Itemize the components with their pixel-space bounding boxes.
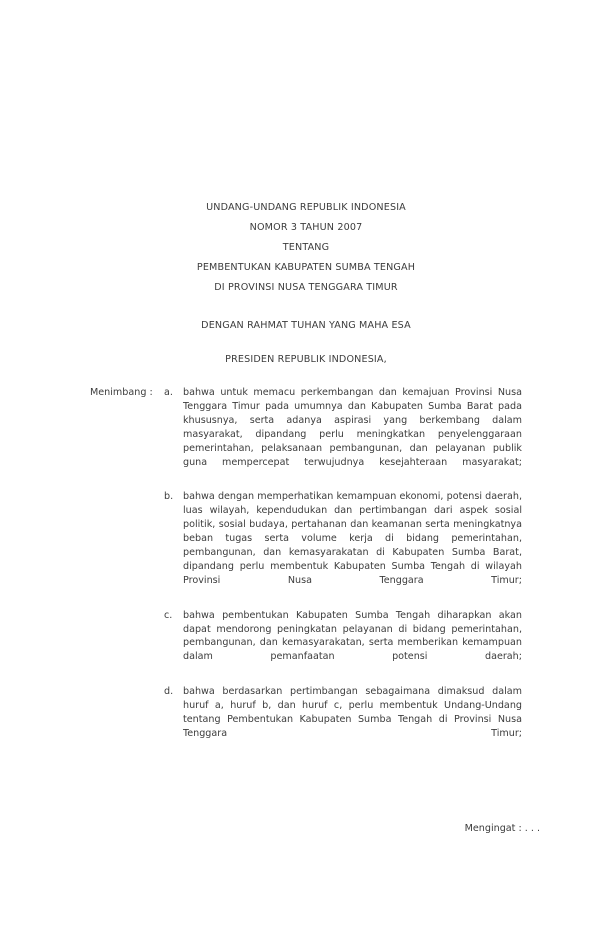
title-line-about: TENTANG [282,242,330,253]
considering-clause [164,685,522,755]
title-line-number-year: NOMOR 3 TAHUN 2007 [249,222,363,233]
title-line-province: DI PROVINSI NUSA TENGGARA TIMUR [214,282,398,293]
considering-clause-list [164,386,522,755]
document-title-block [0,198,612,298]
clause-text: bahwa pembentukan Kabupaten Sumba Tengah diharapkan akan dapat mendorong peningkatan pelayanan di bidang pemerintahan, pembangunan, dan kemasyarakatan, serta memberikan kemampuan dalam pemanfaatan potensi daerah; [183,609,522,663]
clause-text: bahwa dengan memperhatikan kemampuan ekonomi, potensi daerah, luas wilayah, kependudukan dan pertimbangan dari aspek sosial politik, sosial budaya, pertahanan dan keamanan serta meningkatnya beban tugas serta volume kerja di bidang pemerintahan, pembangunan, dan kemasyarakatan di Kabupaten Sumba Barat, dipandang perlu membentuk Kabupaten Sumba Tengah di wilayah Provinsi Nusa Tenggara Timur; [183,491,522,586]
clause-text: bahwa untuk memacu perkembangan dan kemajuan Provinsi Nusa Tenggara Timur pada umumnya dan Kabupaten Sumba Barat pada khususnya, serta adanya aspirasi yang berkembang dalam masyarakat, dipandang perlu meningkatkan penyelenggaraan pemerintahan, pelaksanaan pembangunan, dan pelayanan publik guna mempercepat terwujudnya kesejahteraan masyarakat; [183,387,522,468]
clause-marker: b. [164,491,174,503]
continuation-marker: Mengingat : . . . [464,823,540,834]
clause-marker: c. [164,609,173,621]
clause-marker: d. [164,686,174,698]
considering-row [90,386,522,755]
considering-label: Menimbang : [90,387,153,398]
blessing-line: DENGAN RAHMAT TUHAN YANG MAHA ESA [201,320,411,331]
considering-clause [164,609,522,679]
clause-text: bahwa berdasarkan pertimbangan sebagaimana dimaksud dalam huruf a, huruf b, dan huruf c, perlu membentuk Undang-Undang tentang Pembentukan Kabupaten Sumba Tengah di Provinsi Nusa Tenggara Timur; [183,686,522,739]
considering-section [90,386,522,755]
authority-line: PRESIDEN REPUBLIK INDONESIA, [225,354,387,365]
clause-marker: a. [164,387,173,398]
title-line-law-type: UNDANG-UNDANG REPUBLIK INDONESIA [206,202,406,213]
considering-clause [164,490,522,601]
title-line-subject: PEMBENTUKAN KABUPATEN SUMBA TENGAH [196,262,416,273]
considering-clause [164,386,522,483]
